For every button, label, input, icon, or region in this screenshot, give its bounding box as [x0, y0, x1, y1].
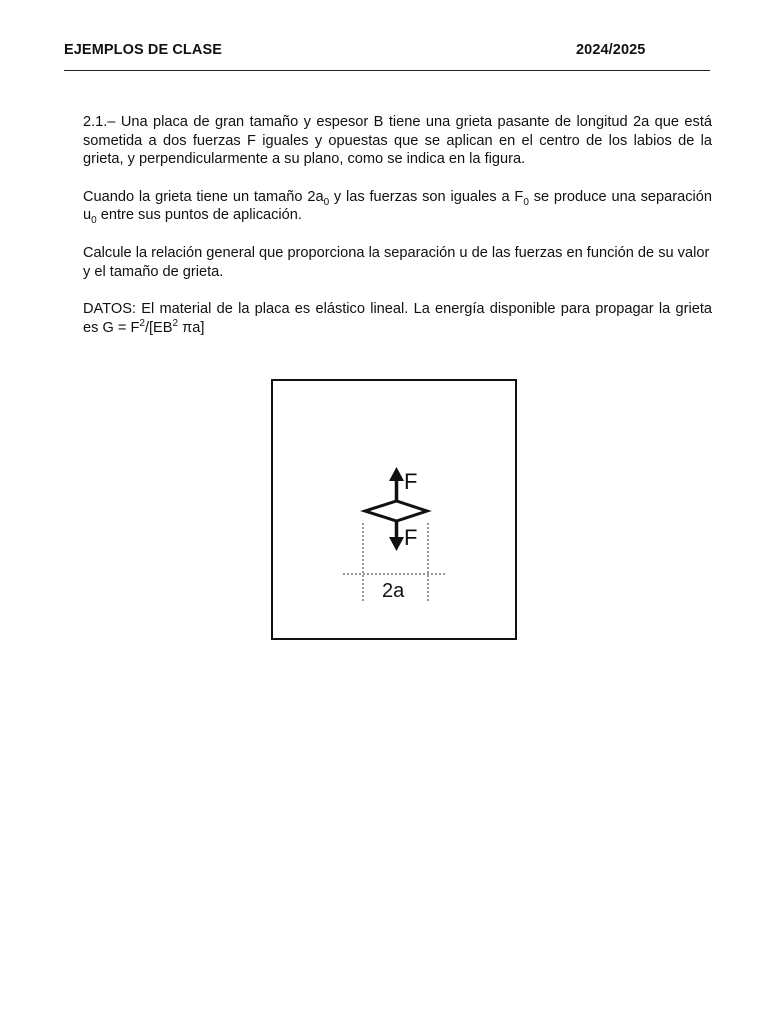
condition-text-a: Cuando la grieta tiene un tamaño 2a: [83, 188, 324, 205]
header-divider: [64, 70, 710, 71]
crack-length-label: 2a: [382, 580, 405, 602]
data-sup-b2: 2: [172, 317, 179, 329]
crack-shape: [365, 501, 427, 521]
condition-sub-a0: 0: [323, 196, 330, 208]
condition-text-d: entre sus puntos de aplicación.: [96, 207, 302, 224]
force-arrow-up: [389, 467, 404, 501]
data-sup-f2: 2: [139, 317, 145, 329]
problem-condition: [83, 188, 712, 225]
crack-diagram: [273, 381, 515, 638]
data-text-c: πa]: [178, 319, 205, 336]
force-arrow-down: [389, 521, 404, 551]
condition-sub-u0: 0: [91, 215, 97, 227]
condition-text-b: y las fuerzas son iguales a F: [329, 188, 524, 205]
condition-text-c: se produce una separación u: [83, 188, 712, 224]
header-year: 2024/2025: [576, 42, 646, 58]
force-label-top: F: [404, 469, 418, 494]
data-text-b: /[EB: [144, 319, 173, 336]
problem-body: [83, 113, 712, 356]
force-label-bottom: F: [404, 525, 418, 550]
crack-figure: [271, 379, 517, 640]
problem-data: [83, 300, 712, 337]
problem-question: Calcule la relación general que proporciona la separación u de las fuerzas en función de su valor y el tamaño de grieta.: [83, 244, 710, 280]
problem-statement: 2.1.– Una placa de gran tamaño y espesor B tiene una grieta pasante de longitud 2a que está sometida a dos fuerzas F iguales y opuestas que se aplican en el centro de los labios de la grieta, y perpendicularmente a su plano, como se indica en la figura.: [83, 114, 712, 168]
header-title: EJEMPLOS DE CLASE: [64, 42, 223, 58]
data-text-a: DATOS: El material de la placa es elástico lineal. La energía disponible para propagar la grieta es G = F: [83, 301, 712, 336]
condition-sub-f0: 0: [523, 196, 529, 208]
